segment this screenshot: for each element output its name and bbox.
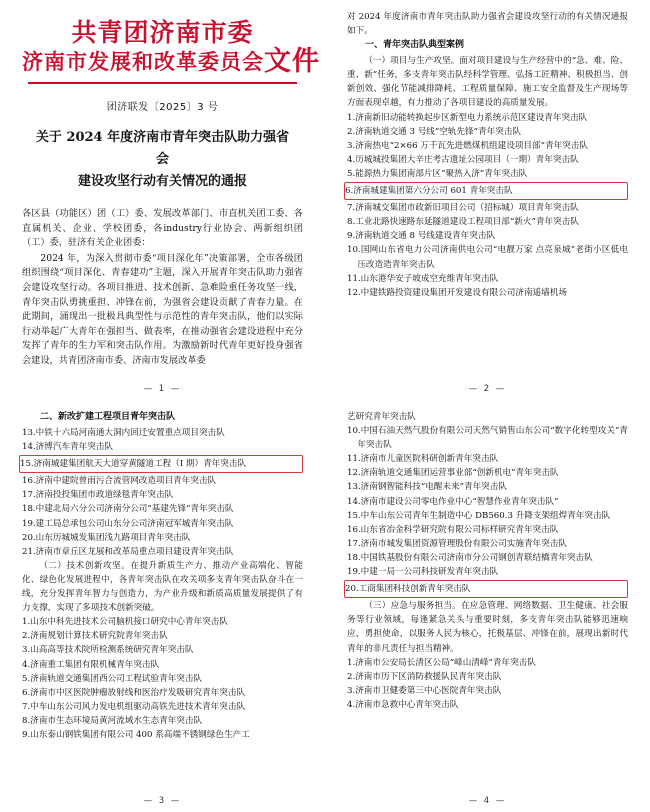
paragraph: （三）应急与服务担当。在应急管理、网络数据、卫生健康、社会服务等行业领域，每逢紧急关头与重要时刻，多支青年突击队能够迅速响应，勇担使命，以服务人民为核心，托极基层、冲锋在前，展现出新时代青年的非凡责任与担当精神。 (347, 601, 628, 654)
list-item: 16.济南中建院曾雨污合流管网改造项目青年突击队 (22, 476, 217, 487)
list-item: 15.中车山东公司青年生制造中心 DB560.3 升降支架组焊青年突击队 (347, 510, 611, 521)
list-item: 2.济南规划计算技术研究院青年突击队 (22, 631, 168, 642)
page-title-line-2: 建设攻坚行动有关情况的通报 (77, 174, 247, 189)
list-item-highlighted: 20.工商集团科技创新青年突击队 (344, 580, 628, 598)
list-item: 20.山东历城城发集团浅九路项目青年突击队 (22, 532, 191, 543)
paragraph: （一）项目与生产攻坚。面对项目建设与生产经营中的“急、难、险、重、新”任务，多支青年突击队经科学管理、弘扬工匠精神、积极担当、创新创效、强化节能减排降耗、工程质量保障、施工安全监督及生产现场等方面表现卓越，有力推动了各项目建设的高质量发展。 (347, 56, 628, 109)
paragraph: 对 2024 年度济南市青年突击队助力强省会建设攻坚行动的有关情况通报如下。 (347, 12, 628, 37)
list-item: 8.工业北路快速路东延隧道建设工程项目部“新火”青年突击队 (347, 217, 579, 228)
list-item: 11.济南市儿童医院科研创新青年突击队 (347, 454, 499, 465)
list-item: 1.济南新旧动能转换起步区新型电力系统示范区建设青年突击队 (347, 112, 588, 123)
page-3 (0, 400, 325, 812)
list-item: 17.济南投投集团市政道绿毯青年突击队 (22, 490, 174, 501)
list-item: 17.济南市城发集团资源管理股份有限公司实施青年突击队 (347, 538, 567, 549)
list-item-highlighted: 6.济南城建集团第六分公司 601 青年突击队 (344, 182, 628, 200)
list-item: 21.济南市章丘区龙展和改革局重点项目建设青年突击队 (22, 546, 234, 557)
section-heading: 艺研究青年突击队 (347, 412, 416, 422)
list-item: 9.山东泰山钢铁集团有限公司 400 系高端不锈钢绿色生产工 (22, 729, 250, 740)
masthead-line-1: 共青团济南市委 (71, 18, 254, 47)
list-item: 7.济南城交集团市政新旧项目公司（招标城）项目青年突击队 (347, 203, 579, 214)
list-items (22, 426, 303, 559)
masthead (22, 18, 320, 77)
list-item: 2.济南市历下区消防救援队民青年突击队 (347, 671, 502, 682)
list-item: 4.济南重工集团有限机械青年突击队 (22, 659, 160, 670)
list-item: 10.中国石油天然气股份有限公司天然气销售山东公司“数字化转型攻关”青年突击队 (347, 426, 628, 451)
list-item: 13.中铁十六局河南通大洞内回迁安置重点项目突击队 (22, 428, 225, 438)
list-item: 19.中建一局一公司科技研发青年突击队 (347, 567, 499, 578)
list-item: 9.济南轨道交通 8 号线建设青年突击队 (347, 231, 496, 242)
list-item: 6.济南市中区医院肿瘤放射线和医治疗发吸研究青年突击队 (22, 687, 246, 698)
list-item: 12.济南轨道交通集团运营事业部“创新机电”青年突击队 (347, 468, 559, 479)
list-item: 10.国网山东省电力公司济南供电公司“电靓万家 点亮泉城”老街小区低电压改造造青年突击队 (347, 245, 628, 270)
list-item: 19.建工局总承包公司山东分公司济南冠军城青年突击队 (22, 518, 234, 529)
list-item: 7.中车山东公司风力发电机组驱动高铁先进技术青年突击队 (22, 701, 246, 712)
paragraph: （二）技术创新攻坚。在提升新质生产力、推动产业高端化、智能化、绿色化发展进程中，各青年突击队在攻关项多支青年突击队奋斗在一线，充分发挥青年智力与创造力，为产业升级和新质高质量发展提供了有力支撑，实现了多项技术创新突破。 (22, 560, 303, 614)
list-item: 3.济南市卫健委第三中心医院青年突击队 (347, 685, 502, 696)
list-item: 5.能源热力集团南部片区“聚热入济”青年突击队 (347, 168, 528, 179)
list-item: 18.中国铁基股份有限公司济南市分公司钢创青联结橋青年突击队 (347, 552, 593, 563)
list-item: 2.济南轨道交通 3 号线“空轨先锋”青年突击队 (347, 126, 522, 137)
paragraph: 各区县（功能区）团（工）委、发展改革部门、市直机关团工委、各直属机关、企业、学校团委，各industry行业协会、两新组织团（工）委，驻济有关企业团委： (22, 208, 303, 249)
page-title-line-1: 关于 2024 年度济南市青年突击队助力强省会 (35, 130, 290, 167)
list-item: 3.济南热电“2×66 万千瓦先进燃煤机组建设项目部”青年突击队 (347, 140, 588, 151)
masthead-line-2-big: 文件 (264, 46, 320, 77)
list-items-secondary (22, 615, 303, 742)
list-item: 16.山东省冶金科学研究院有限公司标样研究青年突击队 (347, 524, 559, 535)
list-item: 3.山高高等技术院所检测系统研究青年突击队 (22, 645, 194, 656)
page-number: — 4 — (468, 796, 507, 806)
page-number: — 3 — (143, 796, 182, 806)
list-item: 12.中建铁路投资建设集团开发建设有限公司济南遥墙机场 (347, 287, 567, 298)
page-2 (325, 0, 650, 400)
page-1 (0, 0, 325, 400)
list-item: 5.济南轨道交通集团西公司工程试验青年突击队 (22, 673, 203, 684)
list-item: 14.济博汽车青年突击队 (22, 442, 114, 453)
red-divider (28, 82, 297, 84)
list-item: 4.济南市急救中心青年突击队 (347, 699, 459, 710)
document-number: 团济联发〔2025〕3 号 (106, 102, 219, 113)
section-heading: 一、青年突击队典型案例 (365, 40, 465, 51)
list-item: 8.济南市生态环境局黄河流域水生态青年突击队 (22, 715, 203, 726)
section-heading: 二、新改扩建工程项目青年突击队 (40, 412, 176, 422)
list-item: 1.山东中科先进技术公司脑机接口研究中心青年突击队 (22, 617, 228, 628)
list-item: 1.济南市公安局长清区公局“峰山清峰”青年突击队 (347, 657, 536, 668)
list-item: 11.山东港华安子坡成空充维青年突击队 (347, 273, 499, 284)
list-items (347, 111, 628, 300)
list-items-secondary (347, 656, 628, 712)
paragraph: 2024 年，为深入贯彻市委“项目深化年”决策部署，全市各级团组织围绕“项目深化、青春建功”主题，深入开展青年突击队助力强省会建设攻坚行动。各项目推进、技术创新、急难险重任务攻坚一线，青年突击队勇挑重担、冲锋在前，为强省会建设贡献了青春力量。在此期间，涌现出一批极具典型性与示范性的青年突击队，他们以实际行动举起广大青年在强担当、做表率，在推动强省会建设进程中充分发挥了青年的生力军和突击队作用。为激励新时代青年更好投身强省会建设，共青团济南市委、济南市发展改革委 (22, 252, 303, 366)
page-number: — 1 — (143, 384, 182, 394)
list-item: 13.济南钢智能科技“电醒未来”青年突击队 (347, 482, 507, 493)
list-item: 4.历城城投集团大辛庄考古遗址公园项目（一期）青年突击队 (347, 154, 579, 165)
page-1-body (22, 207, 303, 369)
page-title (32, 127, 293, 193)
list-item: 14.济南市建设公司零电作业中心“智慧作业青年突击队” (347, 496, 559, 507)
page-number: — 2 — (468, 384, 507, 394)
list-item-highlighted: 15.济南城建集团航天大道穿黄隧道工程（I 期）青年突击队 (19, 455, 303, 473)
masthead-line-2-left: 济南市发展和改革委员会 (22, 49, 264, 74)
page-4 (325, 400, 650, 812)
list-item: 18.中建北局六分公司济南分公司“基建先锋”青年突击队 (22, 504, 234, 515)
list-items (347, 424, 628, 598)
masthead-line-2 (22, 46, 320, 77)
